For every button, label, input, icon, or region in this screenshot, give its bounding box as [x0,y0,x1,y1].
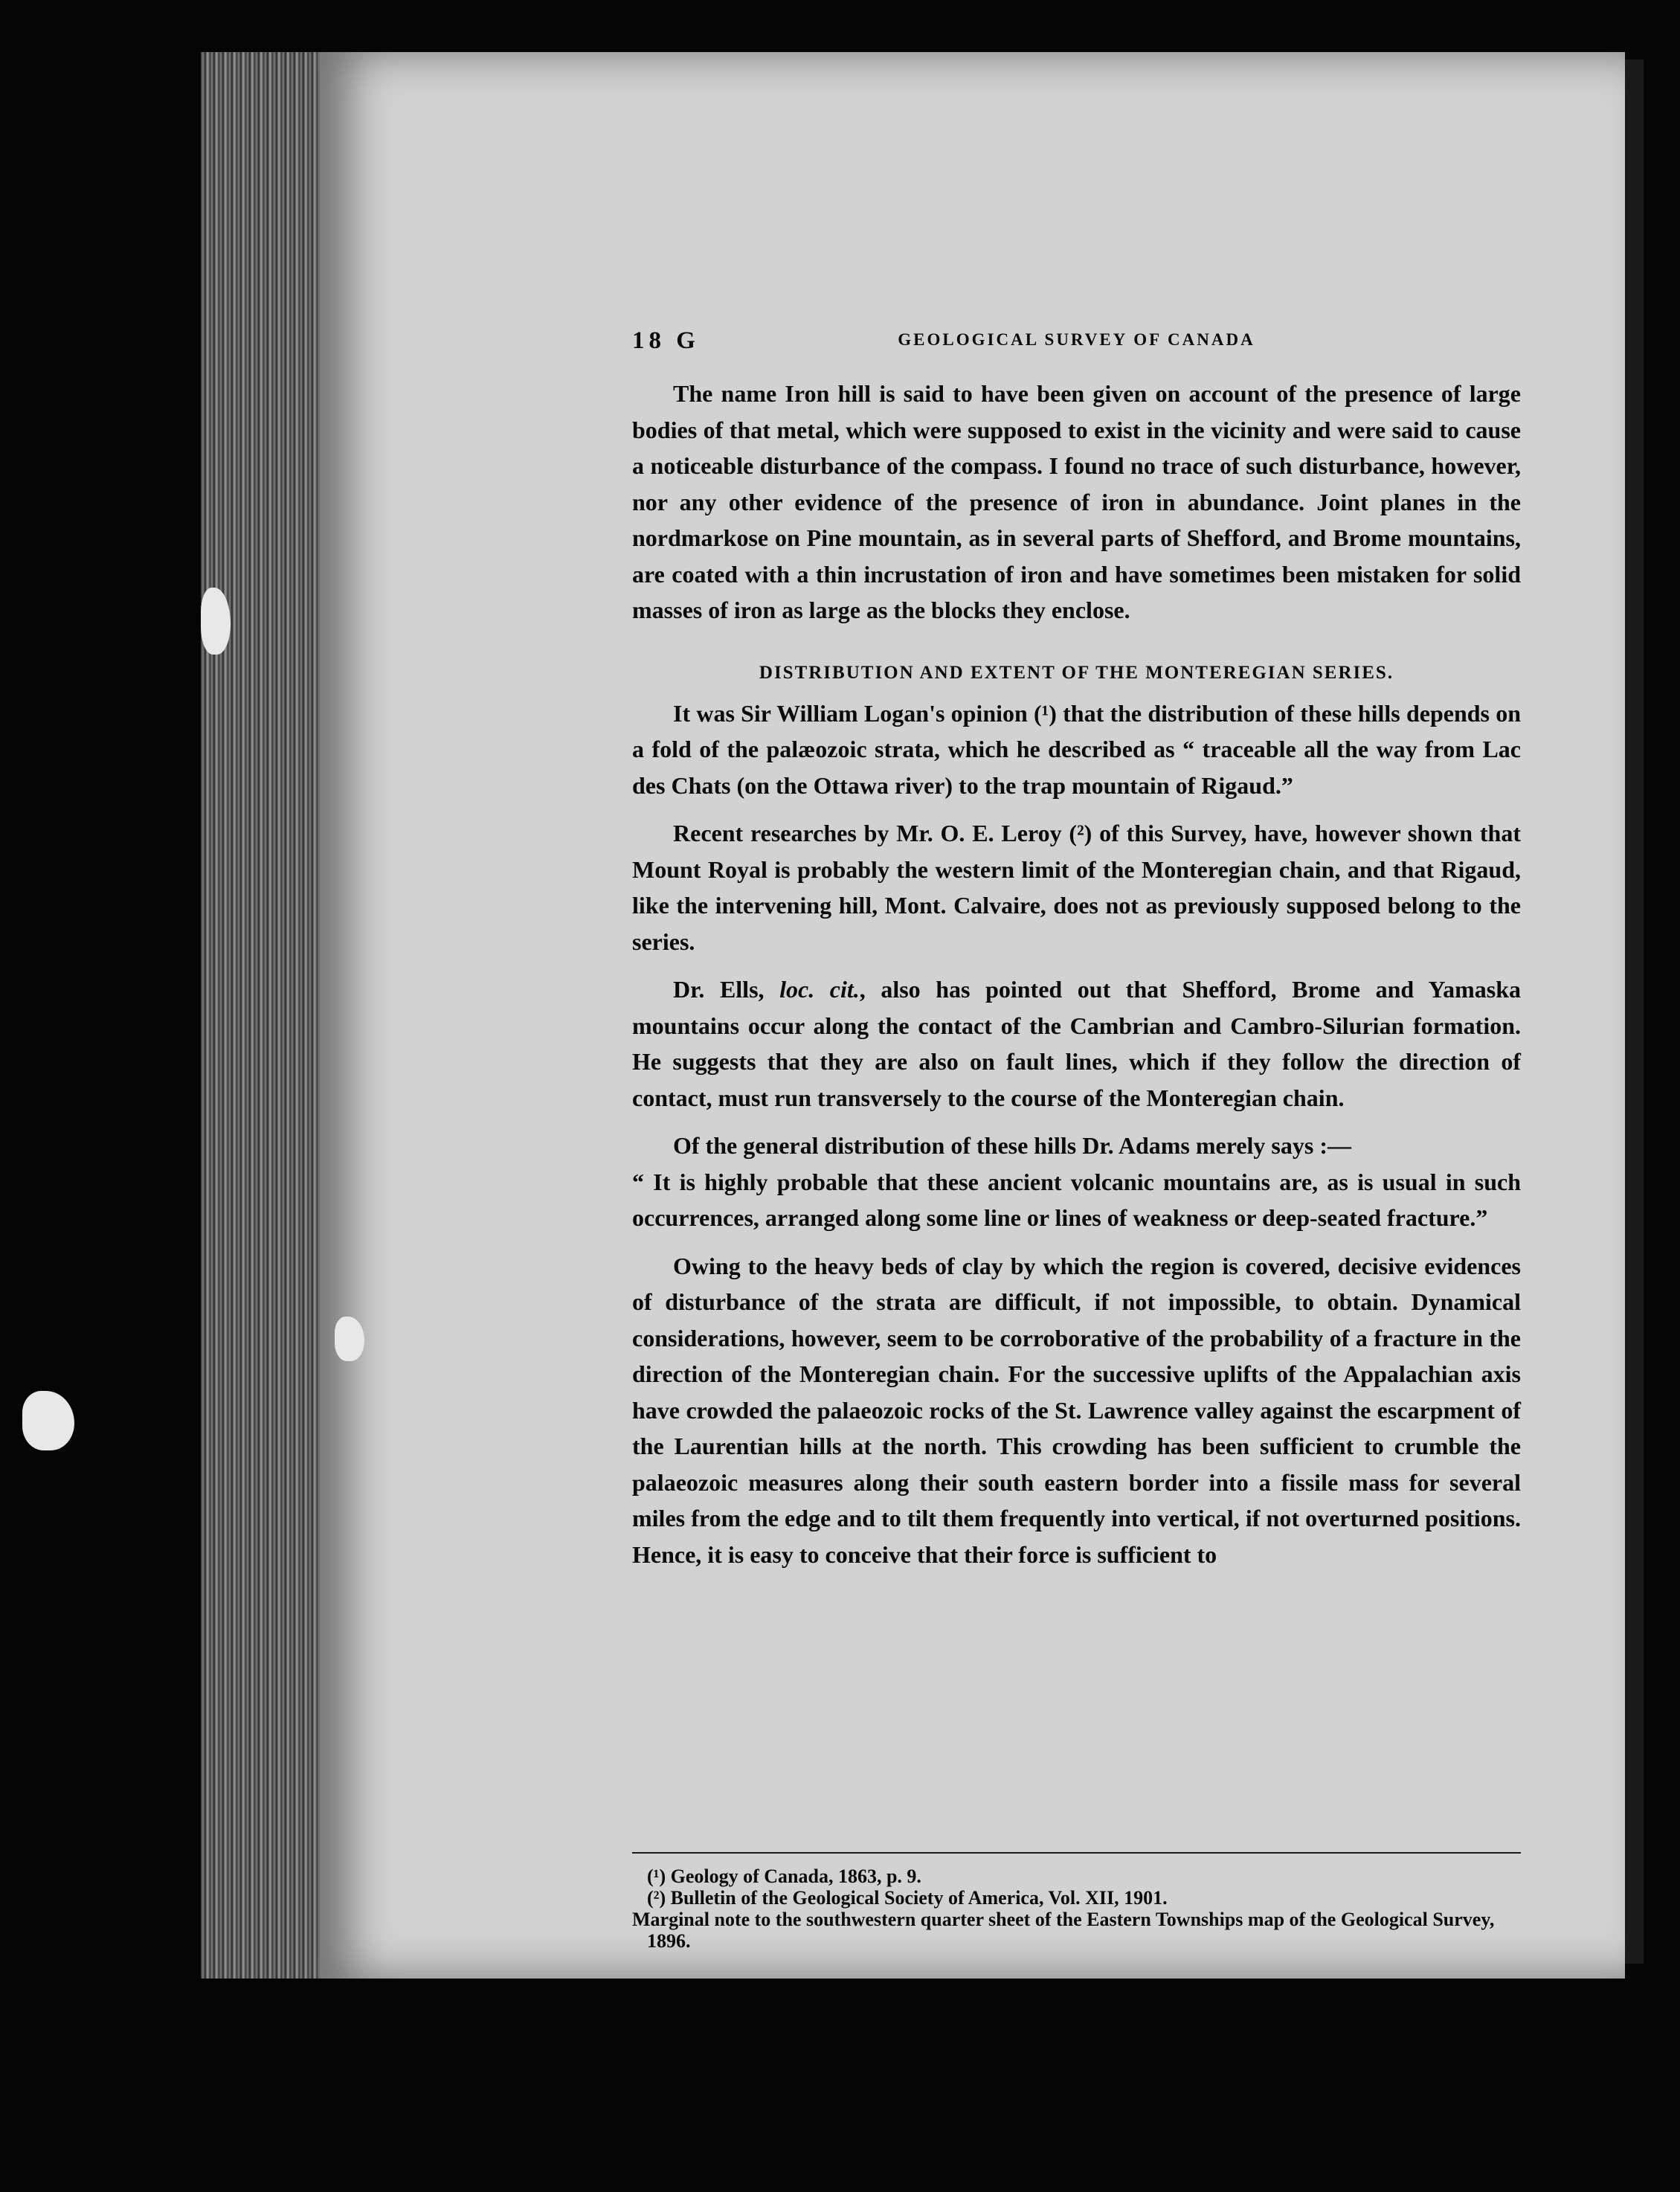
running-title: GEOLOGICAL SURVEY OF CANADA [898,330,1255,349]
quotation: “ It is highly probable that these ancient volcanic mountains are, as is usual in such occurrences, arranged along some line or lines of weakness or deep-seated fracture.” [632,1168,1521,1231]
scan-artifact [22,1391,74,1450]
paragraph [632,1128,1521,1164]
italic-citation: loc. cit. [779,976,860,1003]
paragraph: Owing to the heavy beds of clay by which the region is covered, decisive evidences of disturbance of the strata are difficult, if not impossible, to obtain. Dynamical considerations, however, seem to be corroborative of the probability of a fracture in the direction of the Monteregian chain. For the successive uplifts of the Appalachian axis have crowded the palaeozoic rocks of the St. Lawrence valley against the escarpment of the Laurentian hills at the north. This crowding has been sufficient to crumble the palaeozoic measures along their south eastern border into a fissile mass for several miles from the edge and to tilt them frequently into vertical, if not overturned positions. Hence, it is easy to conceive that their force is sufficient to [632,1252,1521,1568]
footnote: Marginal note to the southwestern quarter sheet of the Eastern Townships map of the Geological Survey, 1896. [632,1909,1495,1952]
paragraph: Recent researches by Mr. O. E. Leroy (²) of this Survey, have, however shown that Mount Royal is probably the western limit of the Monteregian chain, and that Rigaud, like the intervening hill, Mont. Calvaire, does not as previously supposed belong to the series. [632,820,1521,955]
footnote: (²) Bulletin of the Geological Society of America, Vol. XII, 1901. [647,1887,1168,1909]
footnotes [632,1865,1521,1952]
book-spine-edge [201,52,327,1979]
page-header [632,327,1521,357]
scan-artifact [335,1317,364,1361]
footnote: (¹) Geology of Canada, 1863, p. 9. [647,1865,921,1887]
paragraph [632,971,1521,1116]
body-text [632,376,1521,1584]
footnote-rule [632,1852,1521,1854]
paragraph-lead: Dr. Ells, [673,976,780,1003]
paragraph: It was Sir William Logan's opinion (¹) that the distribution of these hills depends on a fold of the palæozoic strata, which he described as “ traceable all the way from Lac des Chats (on the Ottawa river) to the trap mountain of Rigaud.” [632,699,1521,799]
scanned-page [320,52,1625,1979]
page-number: 18 G [632,327,700,354]
section-heading: DISTRIBUTION AND EXTENT OF THE MONTEREGIAN SERIES. [759,662,1394,683]
paragraph-rest: , also has pointed out that Shefford, Brome and Yamaska mountains occur along the contact of the Cambrian and Cambro-Silurian formation. He suggests that they are also on fault lines, which if they follow the direction of contact, must run transversely to the course of the Monteregian chain. [632,976,1522,1111]
paragraph-intro: Of the general distribution of these hills Dr. Adams merely says :— [673,1132,1351,1159]
paragraph: The name Iron hill is said to have been given on account of the presence of large bodies of that metal, which were supposed to exist in the vicinity and were said to cause a noticeable disturbance of the compass. I found no trace of such disturbance, however, nor any other evidence of the presence of iron in abundance. Joint planes in the nordmarkose on Pine mountain, as in several parts of Shefford, and Brome mountains, are coated with a thin incrustation of iron and have sometimes been mistaken for solid masses of iron as large as the blocks they enclose. [632,380,1521,623]
